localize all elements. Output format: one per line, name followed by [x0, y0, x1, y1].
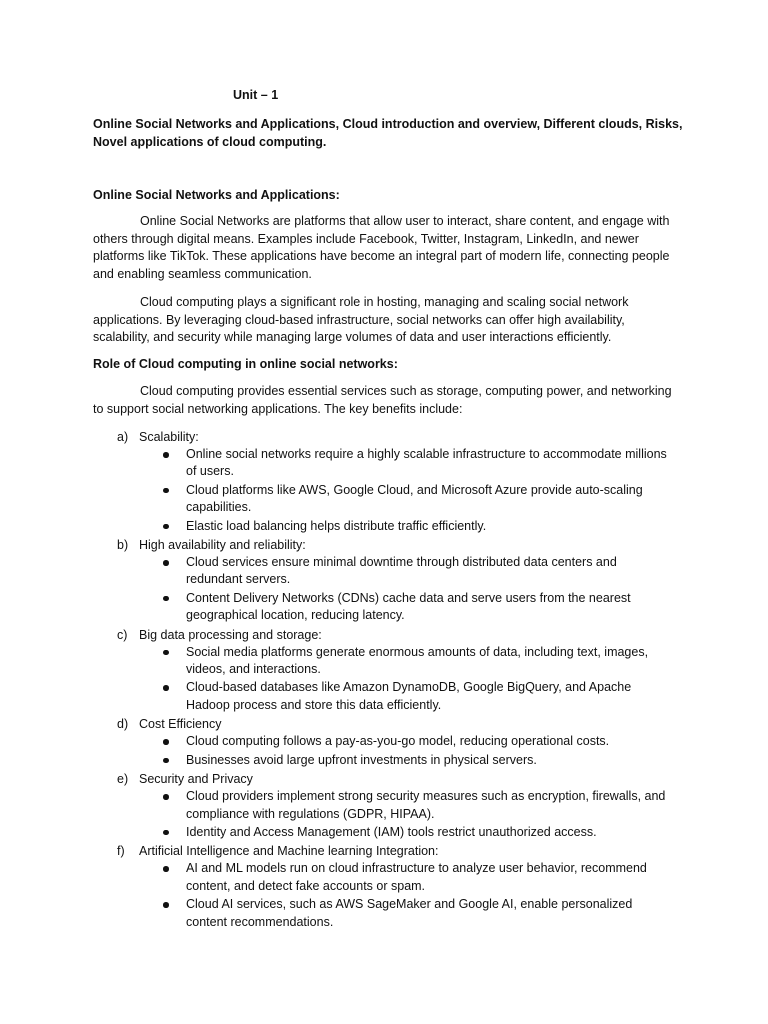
bullet-item [93, 644, 676, 679]
section-heading-role-of-cloud: Role of Cloud computing in online social networks: [93, 357, 398, 371]
bullet-item [93, 518, 676, 535]
bullet-item [93, 554, 676, 589]
bullet-item [93, 590, 676, 625]
list-item-letter: a) [117, 430, 129, 444]
bullet-list [93, 788, 683, 841]
list-item [93, 770, 683, 841]
list-item-heading [93, 626, 683, 644]
bullet-dot-icon [163, 596, 169, 602]
list-item-heading [93, 715, 683, 733]
bullet-list [93, 446, 683, 535]
bullet-dot-icon [163, 866, 169, 872]
list-item [93, 626, 683, 715]
bullet-item [93, 788, 676, 823]
list-item [93, 428, 683, 535]
bullet-text: Cloud computing follows a pay-as-you-go model, reducing operational costs. [186, 734, 610, 749]
bullet-dot-icon [163, 758, 169, 764]
list-item-label: Cost Efficiency [139, 717, 222, 732]
intro-paragraph: Online Social Networks are platforms that allow user to interact, share content, and engage with others through digital means. Examples include Facebook, Twitter, Instagram, LinkedIn, and newer platforms like TikTok. These applications have become an integral part of modern life, connecting people and enabling seamless communication. [93, 214, 670, 281]
bullet-dot-icon [163, 560, 169, 566]
list-item-letter: e) [117, 772, 129, 787]
bullet-dot-icon [163, 902, 169, 908]
bullet-dot-icon [163, 685, 169, 691]
bullet-text: Cloud platforms like AWS, Google Cloud, and Microsoft Azure provide auto-scaling capabilities. [186, 482, 643, 515]
bullet-item [93, 752, 676, 769]
list-item-letter: f) [117, 844, 125, 859]
bullet-item [93, 482, 676, 517]
bullet-item [93, 733, 676, 750]
list-item [93, 715, 683, 769]
bullet-dot-icon [163, 452, 169, 458]
bullet-text: Cloud providers implement strong security measures such as encryption, firewalls, and compliance with regulations (GDPR, HIPAA). [186, 789, 666, 821]
list-item-label: Big data processing and storage: [139, 627, 322, 642]
benefits-intro-paragraph: Cloud computing provides essential services such as storage, computing power, and networking to support social networking applications. The key benefits include: [93, 384, 672, 416]
bullet-dot-icon [163, 488, 169, 494]
bullet-text: Cloud services ensure minimal downtime through distributed data centers and redundant servers. [186, 555, 617, 587]
bullet-dot-icon [163, 739, 169, 745]
list-item-label: High availability and reliability: [139, 538, 306, 553]
list-item-heading [93, 770, 683, 788]
list-item [93, 536, 683, 625]
bullet-text: Cloud AI services, such as AWS SageMaker and Google AI, enable personalized content recommendations. [186, 897, 633, 929]
bullet-item [93, 860, 676, 895]
bullet-dot-icon [163, 794, 169, 800]
list-item-heading [93, 428, 683, 446]
bullet-text: Identity and Access Management (IAM) tools restrict unauthorized access. [186, 824, 597, 839]
section-heading-social-networks: Online Social Networks and Applications: [93, 188, 340, 202]
bullet-text: AI and ML models run on cloud infrastructure to analyze user behavior, recommend content, and detect fake accounts or spam. [186, 861, 647, 893]
bullet-text: Online social networks require a highly scalable infrastructure to accommodate millions of users. [186, 447, 667, 479]
list-item-letter: c) [117, 627, 128, 642]
bullet-text: Social media platforms generate enormous amounts of data, including text, images, videos, and interactions. [186, 644, 649, 677]
bullet-text: Content Delivery Networks (CDNs) cache data and serve users from the nearest geographical location, reducing latency. [186, 590, 631, 623]
list-item [93, 842, 683, 931]
list-item-heading [93, 842, 683, 860]
bullet-dot-icon [163, 524, 169, 530]
benefits-list [93, 428, 683, 932]
bullet-item [93, 824, 676, 841]
bullet-dot-icon [163, 830, 169, 836]
list-item-label: Security and Privacy [139, 772, 253, 787]
list-item-label: Artificial Intelligence and Machine learning Integration: [139, 844, 439, 859]
list-item-heading [93, 536, 683, 554]
bullet-text: Cloud-based databases like Amazon DynamoDB, Google BigQuery, and Apache Hadoop process and store this data efficiently. [186, 680, 632, 712]
bullet-item [93, 679, 676, 714]
bullet-list [93, 644, 683, 715]
list-item-letter: d) [117, 717, 129, 732]
bullet-dot-icon [163, 650, 169, 656]
cloud-role-paragraph: Cloud computing plays a significant role in hosting, managing and scaling social network applications. By leveraging cloud-based infrastructure, social networks can offer high availability, scalability, and security while managing large volumes of data and user interactions efficiently. [93, 295, 629, 345]
bullet-item [93, 896, 676, 931]
bullet-list [93, 733, 683, 769]
list-item-letter: b) [117, 538, 129, 553]
bullet-text: Elastic load balancing helps distribute traffic efficiently. [186, 518, 487, 533]
bullet-text: Businesses avoid large upfront investments in physical servers. [186, 752, 537, 767]
topics-heading: Online Social Networks and Applications, Cloud introduction and overview, Different clouds, Risks, Novel applications of cloud computing. [93, 117, 683, 149]
bullet-item [93, 446, 676, 481]
list-item-label: Scalability: [139, 430, 199, 444]
unit-title: Unit – 1 [233, 88, 279, 102]
bullet-list [93, 860, 683, 931]
bullet-list [93, 554, 683, 625]
